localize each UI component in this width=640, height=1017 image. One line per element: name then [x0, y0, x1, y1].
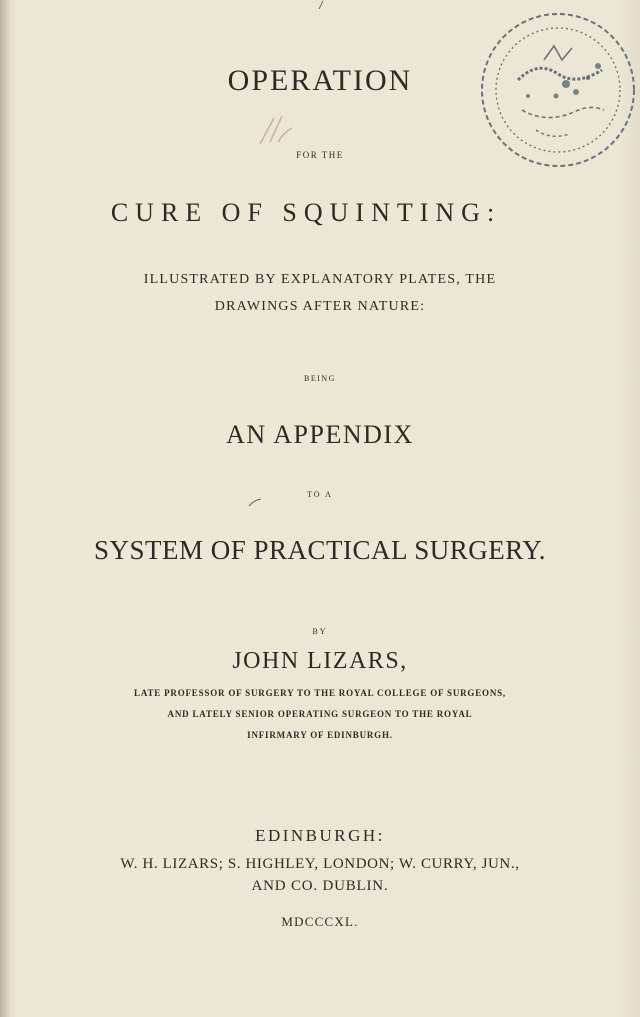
credentials-line-3: INFIRMARY OF EDINBURGH.	[247, 730, 393, 740]
title-system-of-surgery: SYSTEM OF PRACTICAL SURGERY.	[93, 535, 547, 565]
imprint-city: EDINBURGH:	[255, 826, 385, 845]
pencil-annotation	[256, 112, 296, 148]
subtitle-line-2: DRAWINGS AFTER NATURE:	[214, 299, 426, 314]
imprint-date: MDCCCXL.	[281, 914, 359, 929]
pencil-mark	[316, 0, 326, 10]
title-appendix: AN APPENDIX	[226, 420, 414, 449]
publishers-line-2: AND CO. DUBLIN.	[251, 878, 389, 894]
subtitle-line-1: ILLUSTRATED BY EXPLANATORY PLATES, THE	[143, 272, 497, 287]
credentials-line-2: AND LATELY SENIOR OPERATING SURGEON TO THE ROYAL	[167, 709, 473, 719]
author-name: JOHN LIZARS,	[232, 648, 408, 674]
publishers-line-1: W. H. LIZARS; S. HIGHLEY, LONDON; W. CURRY, JUN.,	[120, 856, 520, 872]
title-cure-of-squinting: CURE OF SQUINTING:	[110, 198, 502, 227]
for-the-label: FOR THE	[296, 150, 344, 160]
title-operation: OPERATION	[227, 64, 413, 97]
by-label: BY	[312, 627, 328, 636]
credentials-line-1: LATE PROFESSOR OF SURGERY TO THE ROYAL COLLEGE OF SURGEONS,	[134, 688, 506, 698]
to-a-label: TO A	[307, 490, 333, 499]
being-label: BEING	[304, 374, 336, 383]
